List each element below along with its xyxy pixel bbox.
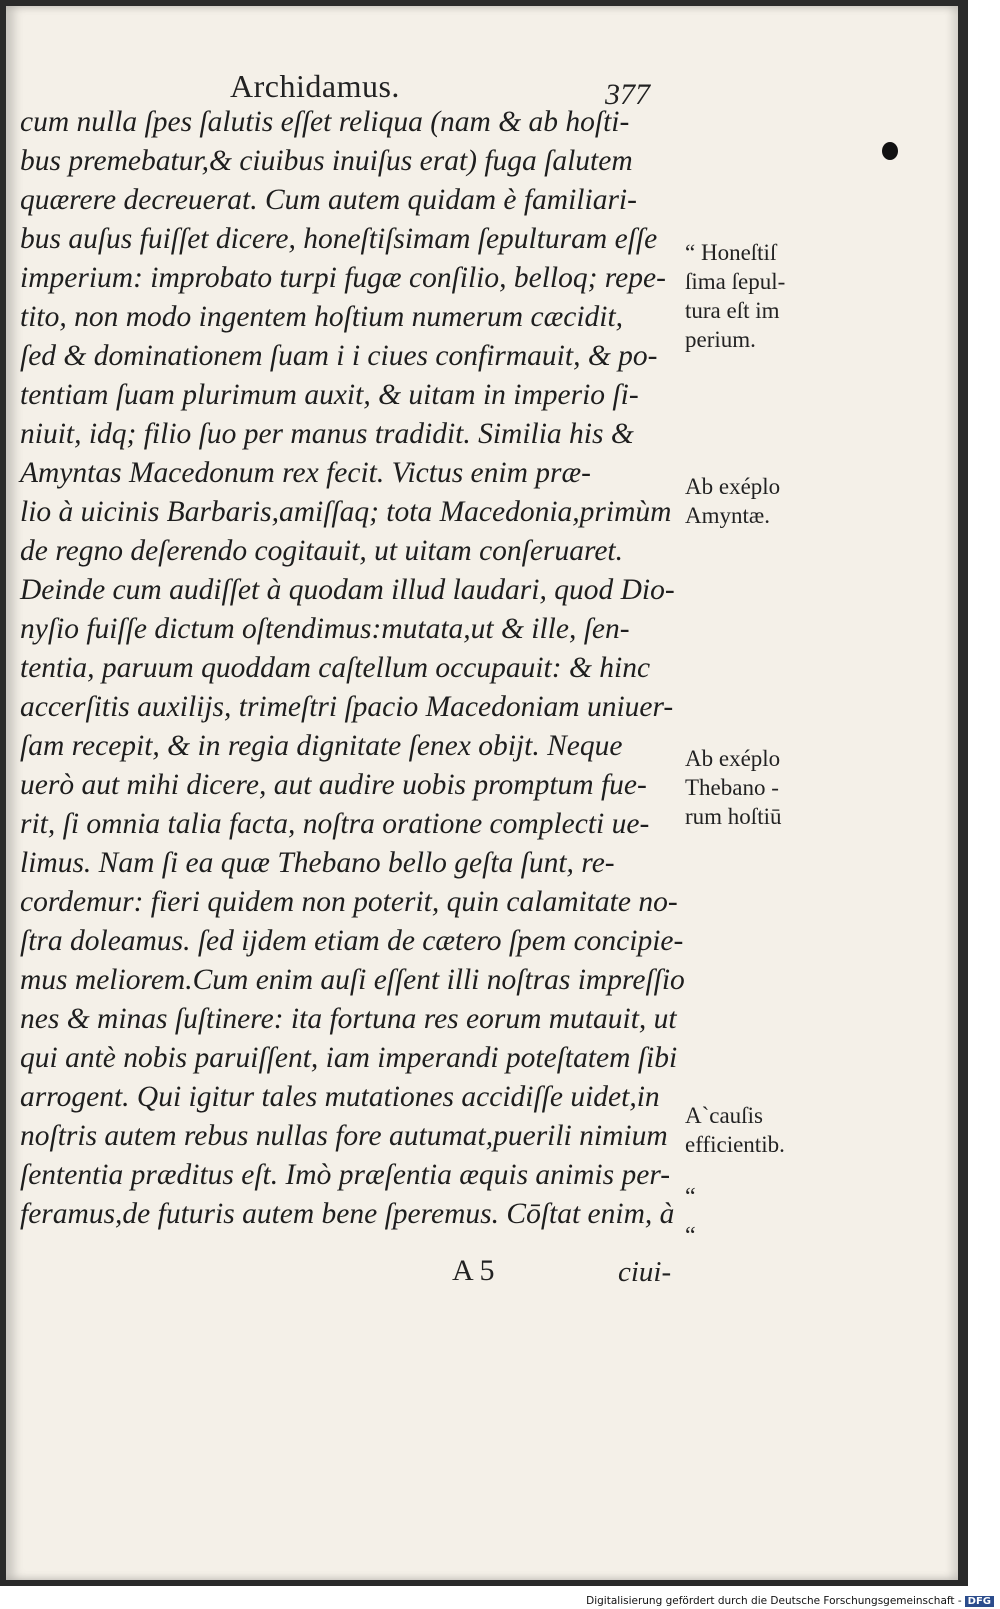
text-line: ſtra doleamus. ſed ijdem etiam de cætero ſpem concipie-	[20, 925, 684, 957]
text-line: bus premebatur,& ciuibus inuiſus erat) fuga ſalutem	[20, 145, 633, 177]
catchword: ciui-	[618, 1256, 672, 1288]
quote-marker: “	[685, 1223, 696, 1249]
page-number: 377	[605, 78, 650, 111]
text-line: de regno deſerendo cogitauit, ut uitam conſeruaret.	[20, 535, 623, 567]
margin-note-causis	[685, 1101, 820, 1159]
text-line: ſam recepit, & in regia dignitate ſenex obijt. Neque	[20, 730, 623, 762]
margin-note-line: efficientib.	[685, 1132, 785, 1157]
text-line: quærere decreuerat. Cum autem quidam è familiari-	[20, 184, 637, 216]
running-head: Archidamus.	[230, 68, 400, 104]
text-line: tito, non modo ingentem hoſtium numerum cæcidit,	[20, 301, 624, 333]
margin-note-thebanorum	[685, 744, 820, 831]
margin-note-line: Thebano -	[685, 775, 779, 800]
text-line: nes & minas ſuſtinere: ita fortuna res eorum mutauit, ut	[20, 1003, 677, 1035]
margin-note-line: A`cauſis	[685, 1103, 763, 1128]
text-line: feramus,de futuris autem bene ſperemus. Cōſtat enim, à	[20, 1198, 675, 1230]
credit-text: Digitalisierung gefördert durch die Deutsche Forschungsgemeinschaft -	[586, 1595, 962, 1607]
text-line: uerò aut mihi dicere, aut audire uobis promptum fue-	[20, 769, 647, 801]
signature-mark: A 5	[452, 1254, 495, 1287]
text-line: bus auſus fuiſſet dicere, honeſtiſsimam ſepulturam eſſe	[20, 223, 658, 255]
text-line: ſententia præditus eſt. Imò præſentia æquis animis per-	[20, 1159, 671, 1191]
text-line: noſtris autem rebus nullas fore autumat,puerili nimium	[20, 1120, 668, 1152]
text-line: accerſitis auxilijs, trimeſtri ſpacio Macedoniam uniuer-	[20, 691, 674, 723]
digitization-credit	[586, 1595, 994, 1607]
margin-note-honestissima	[685, 238, 820, 354]
margin-note-line: Ab exéplo	[685, 474, 781, 499]
text-line: rit, ſi omnia talia facta, noſtra oratione complecti ue-	[20, 808, 650, 840]
margin-note-line: Amyntæ.	[685, 503, 770, 528]
text-line: ſed & dominationem ſuam i i ciues confirmauit, & po-	[20, 340, 658, 372]
text-line: qui antè nobis paruiſſent, iam imperandi poteſtatem ſibi	[20, 1042, 678, 1074]
margin-note-line: “ Honeſtiſ	[685, 240, 777, 265]
text-line: limus. Nam ſi ea quæ Thebano bello geſta ſunt, re-	[20, 847, 615, 879]
text-line: nyſio fuiſſe dictum oſtendimus:mutata,ut & ille, ſen-	[20, 613, 630, 645]
margin-note-line: rum hoſtiū	[685, 804, 782, 829]
margin-note-line: perium.	[685, 327, 756, 352]
text-line: cum nulla ſpes ſalutis eſſet reliqua (nam & ab hoſti-	[20, 106, 630, 138]
text-line: imperium: improbato turpi fugæ conſilio, belloq; repe-	[20, 262, 666, 294]
text-line: mus meliorem.Cum enim auſi eſſent illi noſtras impreſſio	[20, 964, 685, 996]
text-line: Deinde cum audiſſet à quodam illud laudari, quod Dio-	[20, 574, 675, 606]
dfg-logo: DFG	[965, 1596, 994, 1607]
body-text	[20, 103, 685, 1234]
ink-spot	[882, 142, 898, 160]
text-line: lio à uicinis Barbaris,amiſſaq; tota Macedonia,primùm	[20, 496, 672, 528]
margin-note-line: ſima ſepul-	[685, 269, 786, 294]
margin-note-line: tura eſt im	[685, 298, 780, 323]
margin-note-line: Ab exéplo	[685, 746, 781, 771]
text-line: niuit, idq; filio ſuo per manus tradidit. Similia his &	[20, 418, 634, 450]
text-line: tentia, paruum quoddam caſtellum occupauit: & hinc	[20, 652, 651, 684]
text-line: arrogent. Qui igitur tales mutationes accidiſſe uidet,in	[20, 1081, 660, 1113]
text-line: cordemur: fieri quidem non poterit, quin calamitate no-	[20, 886, 678, 918]
text-line: tentiam ſuam plurimum auxit, & uitam in imperio ſi-	[20, 379, 639, 411]
quote-marker: “	[685, 1184, 696, 1210]
margin-note-amyntae	[685, 472, 820, 530]
text-line: Amyntas Macedonum rex fecit. Victus enim præ-	[20, 457, 592, 489]
